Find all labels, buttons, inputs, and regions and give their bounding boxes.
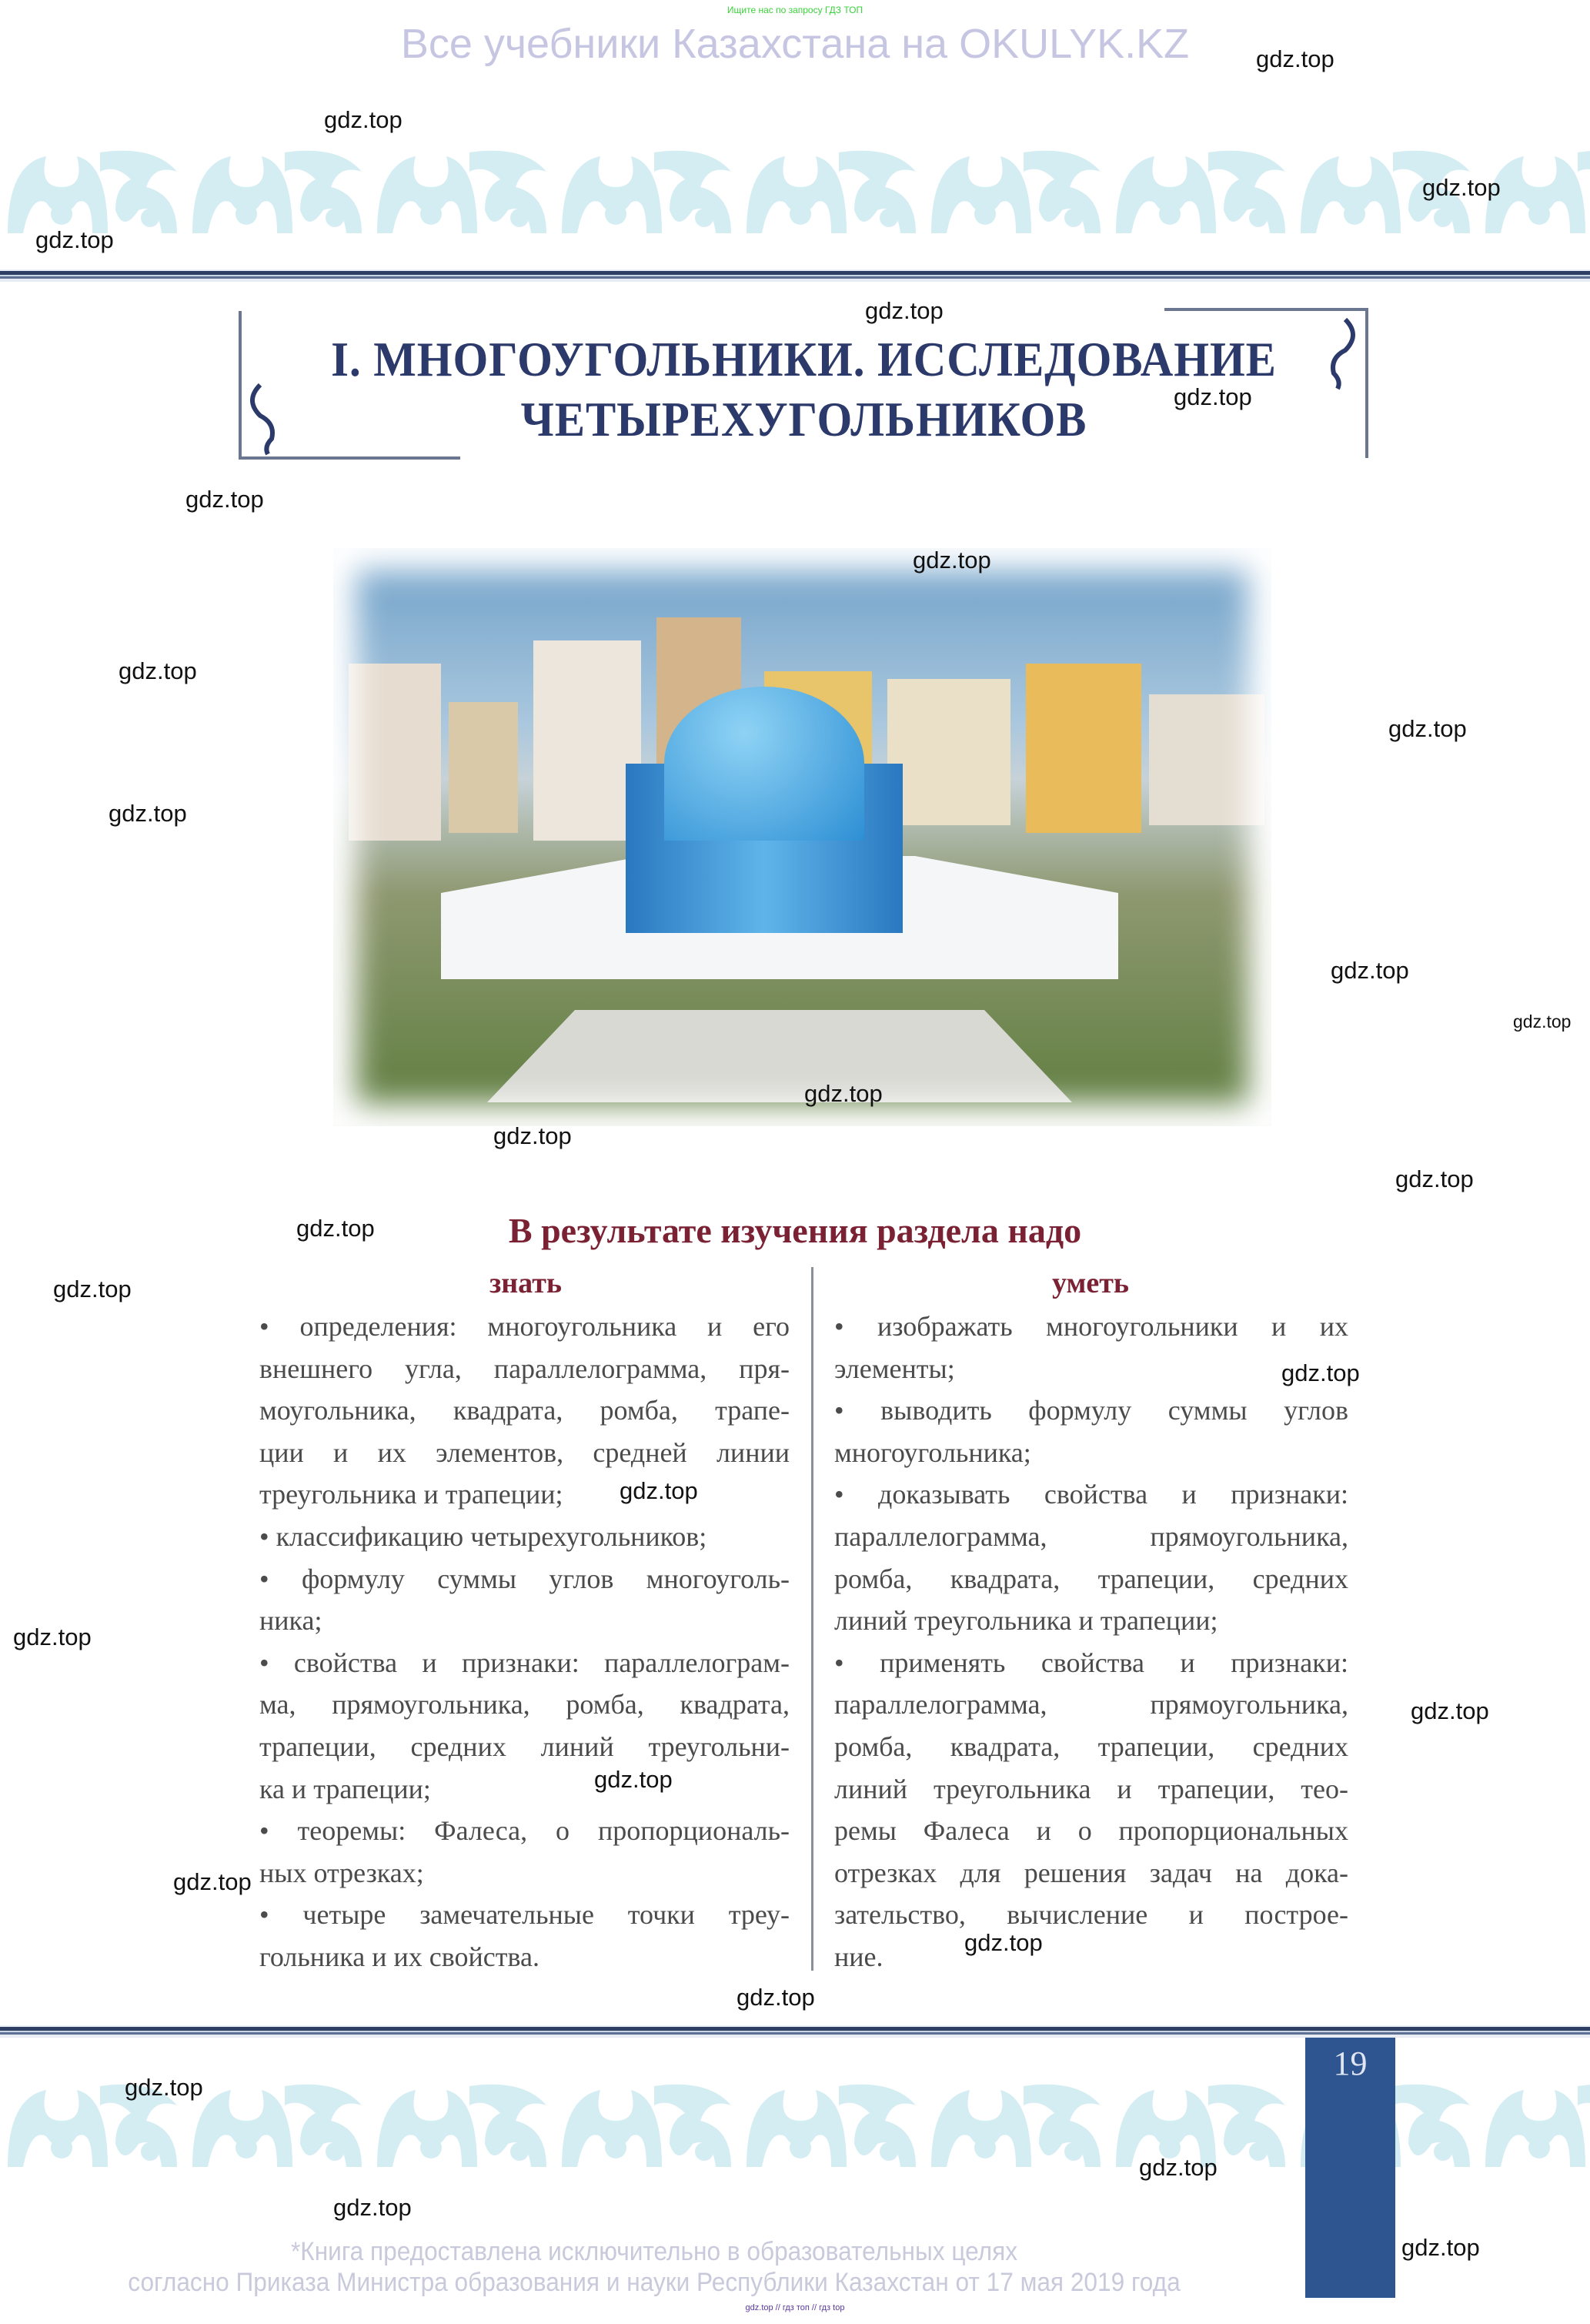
outcome-line: ции и их элементов, средней линии (259, 1436, 790, 1468)
able-list (834, 1306, 1348, 1978)
watermark: gdz.top (296, 1215, 375, 1242)
search-hint: Ищите нас по запросу ГДЗ ТОП (727, 5, 863, 15)
outcome-line: параллелограмма, прямоугольника, (834, 1689, 1348, 1720)
outcome-line: ромба, квадрата, трапеции, средних (834, 1730, 1348, 1762)
outcome-line: ние. (834, 1941, 884, 1972)
watermark: gdz.top (173, 1868, 252, 1895)
watermark: gdz.top (35, 226, 114, 253)
watermark: gdz.top (324, 106, 403, 133)
outcome-line: • выводить формулу суммы углов (834, 1395, 1348, 1426)
outcome-line: ромба, квадрата, трапеции, средних (834, 1563, 1348, 1594)
watermark: gdz.top (1281, 1359, 1360, 1386)
outcome-line: ных отрезках; (259, 1857, 424, 1888)
outcome-line: внешнего угла, параллелограмма, пря- (259, 1353, 790, 1384)
outcome-line: моугольника, квадрата, ромба, трапе- (259, 1395, 790, 1426)
page-number: 19 (1333, 2045, 1368, 2082)
outcome-line: • теоремы: Фалеса, о пропорциональ- (259, 1815, 790, 1847)
able-label: уметь (1051, 1267, 1129, 1299)
outcome-line: • классификацию четырехугольников; (259, 1520, 707, 1552)
watermark: gdz.top (493, 1122, 572, 1149)
watermark: gdz.top (1411, 1697, 1489, 1724)
watermark: gdz.top (1401, 2234, 1480, 2261)
ornament-band-top (0, 141, 1590, 245)
outcome-line: ника; (259, 1605, 322, 1637)
watermark: gdz.top (1139, 2154, 1218, 2181)
watermark: gdz.top (620, 1477, 698, 1504)
outcome-line: трапеции, средних линий треугольни- (259, 1730, 790, 1762)
footer-links[interactable]: gdz.top // гдз топ // гдз top (745, 2303, 845, 2312)
outcome-line: линий треугольника и трапеции, тео- (834, 1773, 1348, 1804)
outcome-line: гольника и их свойства. (259, 1941, 539, 1972)
watermark: gdz.top (804, 1080, 883, 1107)
watermark: gdz.top (53, 1276, 132, 1302)
watermark: gdz.top (1513, 1012, 1572, 1032)
outcome-line: • свойства и признаки: параллелограм- (259, 1647, 790, 1678)
know-label: знать (489, 1267, 562, 1299)
watermark: gdz.top (1422, 174, 1501, 201)
watermark: gdz.top (964, 1929, 1043, 1956)
watermark: gdz.top (185, 486, 264, 513)
know-list (259, 1306, 790, 1978)
watermark: gdz.top (13, 1623, 92, 1650)
outcome-line: параллелограмма, прямоугольника, (834, 1520, 1348, 1552)
chapter-title-line1: I. МНОГОУГОЛЬНИКИ. ИССЛЕДОВАНИЕ (331, 332, 1277, 386)
header-rule (0, 269, 1590, 282)
outcomes-heading: В результате изучения раздела надо (508, 1211, 1082, 1250)
site-banner[interactable]: Все учебники Казахстана на OKULYK.KZ (400, 21, 1190, 67)
column-divider (811, 1267, 813, 1971)
watermark: gdz.top (865, 297, 944, 324)
outcome-line: ремы Фалеса и о пропорциональных (834, 1815, 1348, 1847)
outcome-line: • доказывать свойства и признаки: (834, 1479, 1348, 1510)
outcome-line: • четыре замечательные точки треу- (259, 1899, 790, 1931)
watermark: gdz.top (1174, 383, 1252, 410)
outcome-line: элементы; (834, 1353, 955, 1384)
outcome-line: • определения: многоугольника и его (259, 1311, 790, 1342)
footer-rule (0, 2025, 1590, 2038)
outcome-line: отрезках для решения задач на дока- (834, 1857, 1348, 1888)
watermark: gdz.top (1331, 957, 1409, 984)
watermark: gdz.top (594, 1766, 673, 1793)
city-photo (333, 548, 1271, 1126)
footer-notice-line1: *Книга предоставлена исключительно в образовательных целях (290, 2237, 1018, 2266)
outcome-line: многоугольника; (834, 1436, 1031, 1468)
outcome-line: ка и трапеции; (259, 1773, 431, 1804)
watermark: gdz.top (1256, 45, 1334, 72)
outcome-line: ма, прямоугольника, ромба, квадрата, (259, 1689, 790, 1720)
watermark: gdz.top (737, 1984, 815, 2011)
outcome-line: • изображать многоугольники и их (834, 1311, 1348, 1342)
watermark: gdz.top (1395, 1165, 1474, 1192)
watermark: gdz.top (913, 547, 991, 573)
outcome-line: • формулу суммы углов многоуголь- (259, 1563, 790, 1594)
watermark: gdz.top (119, 657, 197, 684)
watermark: gdz.top (109, 800, 187, 827)
outcome-line: • применять свойства и признаки: (834, 1647, 1348, 1678)
chapter-title-line2: ЧЕТЫРЕХУГОЛЬНИКОВ (520, 392, 1087, 446)
watermark: gdz.top (125, 2074, 203, 2101)
footer-notice-line2: согласно Приказа Министра образования и науки Республики Казахстан от 17 мая 2019 года (128, 2268, 1181, 2297)
outcome-line: треугольника и трапеции; (259, 1479, 563, 1510)
outcome-line: зательство, вычисление и построе- (834, 1899, 1348, 1931)
watermark: gdz.top (1388, 715, 1467, 742)
watermark: gdz.top (333, 2194, 412, 2221)
outcome-line: линий треугольника и трапеции; (834, 1605, 1218, 1637)
